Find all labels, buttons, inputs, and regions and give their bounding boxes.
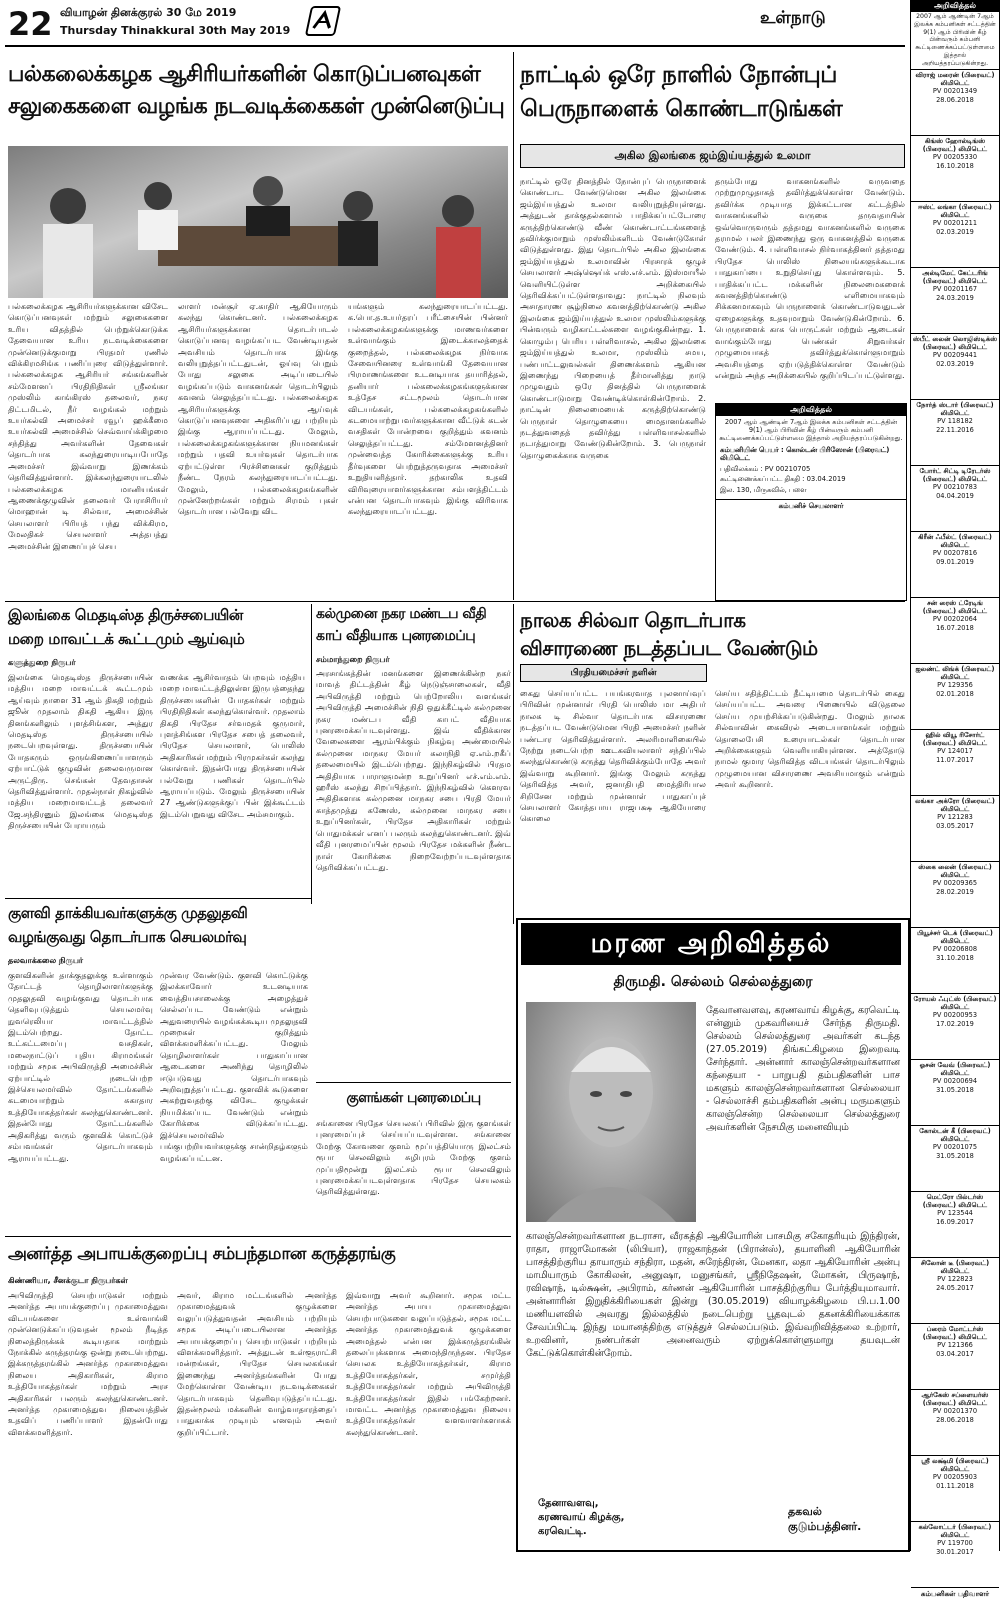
notice-entry-date: 09.01.2019	[936, 557, 974, 566]
notice-entry	[911, 862, 999, 928]
article1-headline-line2: சலுகைகளை வழங்க நடவடிக்கைகள் முன்னெடுப்பு	[8, 94, 505, 119]
notice-entry-reg: PV 119700	[937, 1539, 973, 1548]
notice-entry-date: 02.03.2019	[936, 359, 974, 368]
article4-col1: அரசாங்கத்தின் மனங்களை இணைக்கின்ற நகர் மாவத் திட்டத்தின் கீழ் நெடுஞ்சாலைகள், வீதி அபிவிருத்தி மற்றும் பெற்றோலிய வளங்கள் அபிவிருத்தி அமைச்சின் நிதி ஒதுக்கீட்டில் கல்முனை நகர மண்டப வீதி காபட் வீதியாக புனரமைக்கப்படவுள்ளது. இவ் வீதிக்கான வேலைகளை ஆரம்பிக்கும் நிகழ்வு அண்மையில் கல்முனை மாநகர மேயர் கலாநிதி ஏ.எம்.றகீப் தலைமையில் இடம்பெற்றது. இந்நிகழ்வில் பிரதம அதிதியாக பாராளுமன்ற உறுப்பினர் எச்.எம்.எம். ஹரீஸ் கலந்து சிறப்பித்தார். இந்நிகழ்வில் கௌரவ அதிதிகளாக கல்முனை மாநகர சபை பிரதி மேயர் காத்தமுத்து கணேஸ், கல்முனை மாநகர சபை உறுப்பினர்கள், பிரதேச அதிகாரிகள் மற்றும் பொதுமக்கள் எனப் பலரும் கலந்துகொண்டனர். இவ் வீதி புனரமைப்பின் மூலம் பிரதேச மக்களின் நீண்ட நாள் கோரிக்கை நிறைவேற்றப்படவுள்ளதாக தெரிவிக்கப்பட்டது.	[316, 668, 511, 872]
article1-col3: யங்களும் கலந்துரையாடப்பட்டது. க.பொ.த.உயர்தரப் பரீட்சையின் பின்னர் பல்கலைக்கழகங்களுக்கு மாணவர்களை உள்வாங்கும் இடைக்காலத்தைக் குறைத்தல், பல்கலைக்கழக நிர்வாக சேவையினரை உள்வாங்கி தேவையான பிரமாணங்களை உடனடியாக தயாரித்தல், தனியார் பல்கலைக்கழகங்களுக்கான உத்தேச சட்டமூலம் தொடர்பான விடயங்கள், பல்கலைக்கழகங்களில் கடமையாற்றுபவர்களுக்கான வீட்டுக் கடன் வசதிகள் போன்றவை குறித்தும் கவனம் செலுத்தப்பட்டது. சம்மேளனத்தினர் முன்வைத்த கோரிக்கைகளுக்கு உரிய தீர்வுகளை பெற்றுத்தருவதாக அமைச்சர் உறுதியளித்தார். தற்காலிக உதவி விரிவுரையாளர்களுக்கான சம்பளத்திட்டம் என்பன தொடர்பாகவும் இங்கு விரிவாக கலந்துரையாடப்பட்டது.	[348, 301, 508, 517]
article2-subhead: அகில இலங்கை ஜம்இய்யத்துல் உலமா	[520, 144, 905, 168]
article5-subhead: பிரதியமைச்சர் நளின்	[520, 664, 707, 682]
notice-mid-intro: 2007 ஆம் ஆண்டின் 7ஆம் இலக்க கம்பனிகள் சட்டத்தின் 9(1) ஆம் பிரிவின் கீழ் பின்வரும் கம்பனி கூட்டிணைக்கப்பட்டுள்ளமை இத்தால் அறியத்தரப்படுகின்றது.	[719, 418, 903, 443]
obituary-header: மரண அறிவித்தல்	[521, 923, 901, 965]
notice-entry-reg: PV 129356	[937, 681, 973, 690]
notice-entry	[911, 136, 999, 202]
obituary-col2: காலஞ்சென்றவர்களான நடராசா, வீரகத்தி ஆகியோரின் பாசமிகு சகோதரியும் இந்திரன், ராதா, ராஜாமோகன் (லிபியா), ராஜகாந்தன் (பிரான்ஸ்), தயாளினி ஆகியோரின் பாசத்திற்குரிய தாயாரும் சந்திரா, மதன், சுரேந்திரன், மேனகா, லதா ஆகியோரின் அன்பு மாமியாரும் கோகிலன், அனுஷா, மனுசங்கர், ஸ்ரீநிதேஷன், மோகன், பிருஷாந், ரவிஷாந், டில்க்ஷன், அபிராம், கர்ணன் ஆகியோரின் பாசத்திற்குரிய பேர்த்தியுமாவார். அன்னாரின் இறுதிக்கிரியைகள் இன்று (30.05.2019) வியாழக்கிழமை பி.ப.1.00 மணியளவில் அவரது இல்லத்தில் நடைபெற்று பூதவுடல் தகனக்கிரியைக்காக சேவப்பிட்டி இந்து மயானத்திற்கு எடுத்துச் செல்லப்படும். இவ்வறிவித்தலை உற்றார், உறவினர், நண்பர்கள் அனைவரும் ஏற்றுக்கொள்ளுமாறு தயவுடன் கேட்டுக்கொள்கின்றோம்.	[526, 1231, 900, 1359]
notice-strip-entries	[911, 70, 999, 1588]
notice-entry-reg: PV 00207816	[932, 549, 978, 558]
divider-h-a7	[316, 1082, 511, 1083]
notice-entry	[911, 466, 999, 532]
notice-mid-footer: கம்பனிச் செயலாளர்	[716, 499, 906, 511]
notice-entry-name: நோர்த் ஸ்டார் (பிரைவட்) லிமிடெட்	[916, 400, 994, 417]
article5-col2: செய்ய சதித்திட்டம் தீட்டியமை தொடர்பில் கைது செய்யப்பட்ட அவரை பிணையில் விடுதலை செய்ய முயற்சிக்கப்படுகின்றது. மேலும் நாலக சில்வாவின் கைவிரல் அடையாளங்கள் மற்றும் தொலைபேசி உரையாடல்கள் தொடர்பான அறிக்கைகளும் வெளியாகியுள்ளன. அத்தோடு நாமல் குமார தெரிவித்த விடயங்கள் தொடர்பிலும் முழுமையான விசாரணை அவசியமாகும் என்றும் அவர் கூறினார்.	[715, 688, 905, 790]
notice-entry-name: ரோயல் ஃபுட்ஸ் (பிரைவட்) லிமிடெட்	[913, 994, 997, 1011]
notice-entry-date: 02.03.2019	[936, 227, 974, 236]
notice-entry-reg: PV 00200694	[932, 1077, 978, 1086]
section-title: உள்நாடு	[760, 8, 826, 28]
notice-entry	[911, 334, 999, 400]
notice-entry-reg: PV 00209441	[932, 351, 978, 360]
obituary-address-2: கரணவாய் கிழக்கு,	[538, 1512, 625, 1523]
obituary-box	[516, 918, 910, 1552]
notice-entry	[911, 1192, 999, 1258]
divider-h-a3	[5, 898, 311, 899]
masthead	[0, 0, 1000, 48]
notice-entry-name: சிலோன் டீ (பிரைவட்) லிமிடெட்	[920, 1258, 990, 1275]
article8-headline: அனர்த்த அபாயக்குறைப்பு சம்பந்தமான கருத்தரங்கு	[8, 1244, 396, 1264]
divider-h-a8	[5, 1236, 511, 1237]
notice-entry	[911, 1126, 999, 1192]
article3-headline-line2: மறை மாவட்டக் கூட்டமும் ஆய்வும்	[8, 630, 245, 648]
notice-entry-name: ஸ்ரீ லக்ஷ்மி (பிரைவட்) லிமிடெட்	[921, 1456, 989, 1473]
notice-entry-name: கிங்ஸ் ஹோல்டிங்ஸ் (பிரைவட்) லிமிடெட்	[922, 136, 988, 153]
notice-entry	[911, 1324, 999, 1390]
notice-entry	[911, 664, 999, 730]
article8-col1: அபிவிருத்தி செயற்பாடுகள் மற்றும் அனர்த்த அபாயக்குறைப்பு முகாமைத்துவ விடயங்களை உள்வாங்கி முன்னெடுக்கப்படுவதன் மூலம் நீடித்த நிலைத்திருக்கக் கூடியதாக மாற்றும் நோக்கில் கருத்தரங்கு ஒன்று நடைபெற்றது. இக்கருத்தரங்கில் அனர்த்த முகாமைத்துவ நிலைய அதிகாரிகள், கிராம உத்தியோகத்தர்கள் மற்றும் அரச அதிகாரிகள் பலரும் கலந்துகொண்டனர். அனர்த்த முகாமைத்துவ நிலையத்தின் உதவிப் பணிப்பாளர் இதன்போது விளக்கமளித்தார்.	[8, 1290, 168, 1437]
divider-v-main	[513, 52, 514, 600]
notice-entry-date: 02.01.2018	[936, 689, 974, 698]
notice-entry-reg: PV 00205330	[932, 153, 978, 162]
notice-entry-reg: PV 00206808	[932, 945, 978, 954]
notice-entry-reg: PV 00201075	[932, 1143, 978, 1152]
notice-entry-name: கோல்டன் கீ (பிரைவட்) லிமிடெட்	[919, 1126, 991, 1143]
notice-entry-date: 16.07.2018	[936, 623, 974, 632]
article3-col2: வணக்க ஆசிர்வாதம் பெறவும் மத்திய மறை மாவட்டத்திலுள்ள இருபத்தைந்து திருச்சபைகளின் போதகர்கள் மற்றும் பிரதிநிதிகள் கலந்துகொள்வர். முதலாம் திகதி பிரதேச சர்வமதக் குருமார், புளத்சிங்கள பிரதேச சபைத் தலைவர், பிரதேச செயலாளர், பொலிஸ் அதிகாரிகள் மற்றும் பிரமுகர்கள் கலந்து கொள்வர். இதன்போது திருச்சபையின் பல்வேறு பணிகள் தொடர்பில் ஆராயப்படும். மேலும் திருச்சபையின் 27 ஆண்டுகளுக்குப் பின் இக்கூட்டம் இடம்பெறுவது விசேட அம்சமாகும்.	[160, 672, 305, 819]
notice-entry-name: போர்ட் சிட்டி டிரேடர்ஸ் (பிரைவட்) லிமிடெட்	[919, 466, 991, 483]
notice-entry	[911, 928, 999, 994]
article6-col1: குளவிகளின் தாக்குதலுக்கு உள்ளாகும் தோட்டத் தொழிலாளர்களுக்கு முதலுதவி வழங்குவது தொடர்பாக தெளிவுபடுத்தும் செயலமர்வு நுவரெலியா மாவட்டத்தில் இடம்பெற்றது. தோட்ட உட்கட்டமைப்பு வசதிகள், மலைநாட்டுப் புதிய கிராமங்கள் மற்றும் சமூக அபிவிருத்தி அமைச்சின் ஏற்பாட்டில் நடைபெற்ற இச்செயலமர்வில் தோட்டங்களில் கடமையாற்றும் சுகாதார உத்தியோகத்தர்கள் கலந்துகொண்டனர். இதன்போது தோட்டங்களில் அதிகரித்து வரும் குளவிக் கொட்டுச் சம்பவங்கள் தொடர்பாகவும் ஆராயப்பட்டது.	[8, 970, 153, 1163]
paper-english-date: Thursday Thinakkural 30th May 2019	[60, 24, 291, 37]
notice-entry	[911, 598, 999, 664]
notice-entry	[911, 1060, 999, 1126]
obituary-portrait	[526, 1002, 696, 1222]
article6-col2: முன்வர வேண்டும். குளவி கொட்டுக்கு இலக்காவோர் உடனடியாக வைத்தியசாலைக்கு அழைத்துச் செல்லப்பட வேண்டும் என்றும் அதுவரையில் வழங்கக்கூடிய முதலுதவி முறைகள் குறித்தும் விளக்கமளிக்கப்பட்டது. மேலும் தொழிலாளர்கள் பாதுகாப்பான ஆடைகளை அணிந்து தொழிலில் ஈடுபடுவது தொடர்பாகவும் அறிவுறுத்தப்பட்டது. குளவிக் கூடுகளை அகற்றுவதற்கு விசேட குழுக்கள் நியமிக்கப்பட வேண்டும் என்றும் கோரிக்கை விடுக்கப்பட்டது. இச்செயலமர்வில் பங்குபற்றியவர்களுக்கு சான்றிதழ்களும் வழங்கப்பட்டன.	[160, 970, 308, 1163]
article4-byline: சம்மாந்துறை நிருபர்	[316, 655, 390, 664]
article5-col1: கைது செய்யப்பட்ட பயங்கரவாத புலனாய்வுப் பிரிவின் முன்னாள் பிரதி பொலிஸ் மா அதிபர் நாலக டி சில்வா தொடர்பாக விசாரணை நடத்தப்பட வேண்டுமென பிரதி அமைச்சர் நளின் பண்டார தெரிவித்துள்ளார். அலரிமாளிகையில் நேற்று நடைபெற்ற ஊடகவியலாளர் சந்திப்பில் கலந்துகொண்டு கருத்து தெரிவிக்கும்போதே அவர் இவ்வாறு கூறினார். இங்கு மேலும் கருத்து தெரிவித்த அவர், ஜனாதிபதி மைத்திரிபால சிறிசேன மற்றும் முன்னாள் பாதுகாப்புச் செயலாளர் கோத்தபாய ராஜபக்ஷ ஆகியோரை கொலை	[520, 688, 706, 824]
notice-entry-date: 31.10.2018	[936, 953, 974, 962]
notice-box-mid	[715, 403, 907, 601]
notice-entry-reg: PV 123544	[937, 1209, 973, 1218]
notice-entry-date: 28.02.2019	[936, 887, 974, 896]
article1-col1: பல்கலைக்கழக ஆசிரியர்களுக்கான விசேட கொடுப்பனவுகள் மற்றும் சலுகைகளை உரிய விதத்தில் பெற்றுக்கொடுக்க தேவையான உரிய நடவடிக்கைகளை முன்னெடுக்குமாறு பிரதமர் ரணில் விக்கிரமசிங்க பணிப்புரை விடுத்துள்ளார். பல்கலைக்கழக ஆசிரியர் சங்கங்களின் சம்மேளனப் பிரதிநிதிகள் ஸ்ரீலங்கா முஸ்லிம் காங்கிரஸ் தலைவர், நகர திட்டமிடல், நீர் வழங்கல் மற்றும் உயர்கல்வி அமைச்சர் ரவூப் ஹக்கீமை உயர்கல்வி அமைச்சில் செவ்வாய்க்கிழமை சந்தித்து அவர்களின் தேவைகள் தொடர்பாக கலந்துரையாடியபோதே அமைச்சர் இவ்வாறு இணக்கம் தெரிவித்துள்ளார். இக்கலந்துரையாடலில் பல்கலைக்கழக மானியங்கள் ஆணைக்குழுவின் தலைவர் பேராசிரியர் மொஹான் டி சில்வா, அமைச்சின் செயலாளர் பிரியத் பந்து விக்கிரம, மேலதிகச் செயலாளர் அத்தபத்து அமைச்சின் இணைப்புச் செய	[8, 301, 168, 551]
notice-strip-intro: 2007 ஆம் ஆண்டின் 7ஆம் இலக்க கம்பனிகள் சட்டத்தின் 9(1) ஆம் பிரிவின் கீழ் பின்வரும் கம்பனி கூட்டிணைக்கப்பட்டுள்ளமை இத்தால் அறியத்தரப்படுகின்றது.	[911, 12, 999, 70]
article8-byline: கிண்ணியா, சீனக்குடா நிருபர்கள்	[8, 1276, 128, 1285]
notice-entry	[911, 1258, 999, 1324]
notice-entry-reg: PV 00210783	[932, 483, 978, 492]
notice-mid-entry-name: கம்பனியின் பெயர் : கொல்டன் பிரிஸோன் (பிரைவட்) லிமிடெட்	[720, 445, 890, 463]
notice-entry-name: ஆர்கேஸ் சப்ளையர்ஸ் (பிரைவட்) லிமிடெட்	[921, 1390, 989, 1407]
notice-entry-date: 01.11.2018	[936, 1481, 974, 1490]
article1-meeting-photo	[8, 146, 508, 298]
notice-entry-reg: PV 122823	[937, 1275, 973, 1284]
notice-entry-name: ஓசன் வேவ் (பிரைவட்) லிமிடெட்	[919, 1060, 991, 1077]
notice-entry	[911, 1522, 999, 1588]
notice-entry-date: 03.05.2017	[936, 821, 974, 830]
obituary-info-1: தகவல்	[788, 1505, 822, 1518]
notice-entry-date: 04.04.2019	[936, 491, 974, 500]
article2-headline-line1: நாட்டில் ஒரே நாளில் நோன்புப்	[520, 62, 837, 88]
notice-entry-name: ஹில் வியூ ரிசோர்ட் (பிரைவட்) லிமிடெட்	[922, 730, 988, 747]
article4-headline-line2: காப் வீதியாக புனரமைப்பு	[316, 628, 476, 644]
article5-headline-line1: நாலக சில்வா தொடர்பாக	[520, 608, 746, 632]
notice-mid-entry-reg: பதிவிலக்கம் : PV 00210705	[720, 464, 811, 473]
article6-headline-line1: குளவி தாக்கியவர்களுக்கு முதலுதவி	[8, 904, 248, 922]
article3-col1: இலங்கை மெதடிஸ்த திருச்சபையின் மத்திய மறை மாவட்டக் கூட்டமும் ஆய்வும் நாளை 31 ஆம் திகதி மற்றும் ஜூன் முதலாம் திகதி ஆகிய இரு தினங்களிலும் புளத்சிங்கள, அத்துர மெதடிஸ்த திருச்சபையில் நடைபெறவுள்ளது. திருச்சபையின் போதகரும் ஒருங்கிணைப்பாளரும் ஏற்பாட்டுக் குழுவின் தலைவருமான அருட்திரு. செங்கன் தேவதாசன் தெரிவித்துள்ளார். முதல்நாள் நிகழ்வில் மத்திய மறைமாவட்டத் தலைவர் ஜே.சந்திரனும் இலங்கை மெதடிஸ்த திருச்சபையின் பேராயரும்	[8, 672, 153, 831]
notice-entry-reg: PV 121283	[937, 813, 973, 822]
divider-h-row2	[5, 601, 905, 602]
paper-tamil-date: வியாழன் தினக்குரல் 30 மே 2019	[60, 6, 237, 19]
notice-entry-reg: PV 00205903	[932, 1473, 978, 1482]
notice-entry-date: 28.06.2018	[936, 1415, 974, 1424]
article2-headline-line2: பெருநாளைக் கொண்டாடுங்கள்	[520, 96, 843, 122]
notice-entry-name: விராஜ் மரைன் (பிரைவட்) லிமிடெட்	[915, 70, 995, 87]
notice-entry-name: அல்டிமேட் கேட்டரிங் (பிரைவட்) லிமிடெட்	[922, 268, 988, 285]
notice-strip-header: அறிவித்தல்	[911, 0, 999, 12]
notice-entry-reg: PV 00202064	[932, 615, 978, 624]
notice-entry-reg: PV 00201211	[932, 219, 978, 228]
notice-entry-reg: PV 00201167	[932, 285, 978, 294]
notice-entry-date: 24.05.2017	[936, 1283, 974, 1292]
masthead-rule	[5, 45, 905, 47]
notice-entry-name: லங்கா அக்ரோ (பிரைவட்) லிமிடெட்	[915, 796, 995, 813]
notice-entry-date: 11.07.2017	[936, 755, 974, 764]
notice-entry-reg: PV 00201370	[932, 1407, 978, 1416]
notice-entry-reg: PV 121366	[937, 1341, 973, 1350]
notice-entry-reg: PV 00209365	[932, 879, 978, 888]
notice-entry-date: 16.10.2018	[936, 161, 974, 170]
article2-col2: தரும்போது வாகனங்களில் வருவதை முற்றுமுழுதாகத் தவிர்த்துக்கொள்ள வேண்டும். தவிர்க்க முடியாத இக்கட்டான கட்டத்தில் வாகனங்களில் வருகை தருவதாயின் ஒவ்வொருவரும் தத்தமது வாகனங்களில் வருகை தராமல் பலர் இணைந்து ஒரு வாகனத்தில் வருகை வேண்டும். 4. பள்ளிவாசல் நிர்வாகத்தினர் தத்தமது பிரதேச பொலிஸ் நிலையங்களுக்கூடாக பாதுகாப்பை உறுதிசெய்து கொள்ளவும். 5. பாதிக்கப்பட்ட மக்களின் நிலைமைகளைக் கவனத்திற்கொண்டு எளிமையாகவும் சிக்கனமாகவும் பெருநாளைக் கொண்டாடுவதுடன் ஏழைகளுக்கு உதவுமாறும் வேண்டுகின்றோம். 6. பெருநாளைக் காக பொருட்கள் மற்றும் ஆடைகள் வாங்கும்போது பெண்கள் சிறுவர்கள் முழுமையாகத் தவிர்த்துக்கொள்ளுமாறும் அவசியத்தை ஏற்படுத்திக்கொள்ள வேண்டும் என்றும் அந்த அறிக்கையில் குறிப்பிடப்பட்டுள்ளது.	[715, 176, 905, 380]
notice-entry-name: பியூச்சர் டெக் (பிரைவட்) லிமிடெட்	[917, 928, 993, 945]
notice-entry-name: ஐலண்ட் லிங்க் (பிரைவட்) லிமிடெட்	[915, 664, 995, 681]
notice-entry	[911, 400, 999, 466]
article4-headline-line1: கல்முனை நகர மண்டப வீதி	[316, 606, 487, 622]
notice-entry	[911, 1390, 999, 1456]
notice-entry-name: ஸ்கை லைன் (பிரைவட்) லிமிடெட்	[918, 862, 992, 879]
article1-col2: லாளர் மன்சூர் ஏ.காதிர் ஆகியோரும் கலந்து கொண்டனர். பல்கலைக்கழக ஆசிரியர்களுக்கான தொடர்பாடல் கொடுப்பனவு வழங்கப்பட வேண்டியதன் அவசியம் தொடர்பாக இங்கு வலியுறுத்தப்பட்டதுடன், ஓய்வு பெறும் போது சலுகை அடிப்படையில் வழங்கப்படும் வாகனங்கள் தொடர்பிலும் கவனம் செலுத்தப்பட்டது. பல்கலைக்கழக ஆசிரியர்களுக்கு ஆய்வுக் கொடுப்பனவுகளை அதிகரிப்பது பற்றியும் இங்கு ஆராயப்பட்டது. மேலும், பல்கலைக்கழகங்களுக்கான நியமனங்கள் மற்றும் பதவி உயர்வுகள் தொடர்பாக ஏற்பட்டுள்ள பிரச்சினைகள் குறித்தும் நீண்ட நேரம் கலந்துரையாடப்பட்டது. மேலும், பல்கலைக்கழகங்களின் முன்னேற்றங்கள் மற்றும் சிரமம் புகள் தொடர்பான பல்வேறு விட	[178, 301, 338, 517]
notice-mid-entry-address: இல. 130, மிருகவில், பளை	[720, 485, 807, 494]
portrait-icon	[526, 1002, 696, 1222]
thinakkural-logo-icon	[305, 6, 341, 36]
notice-entry-date: 22.11.2016	[936, 425, 974, 434]
article8-col2: அவர், கிராம மட்டங்களில் அனர்த்த முகாமைத்துவக் குழுக்களை வலுப்படுத்துவதன் அவசியம் பற்றியும் சமூக அடிப்படையிலான அனர்த்த அபாயக்குறைப்பு செயற்பாடுகள் பற்றியும் விளக்கமளித்தார். அத்துடன் உள்ளூராட்சி மன்றங்கள், பிரதேச செயலகங்கள் இணைந்து அனர்த்தங்களின் போது மேற்கொள்ள வேண்டிய நடவடிக்கைகள் தொடர்பாகவும் தெளிவுபடுத்தப்பட்டது. இதன்மூலம் மக்களின் வாழ்வாதாரத்தைப் பாதுகாக்க முடியும் எனவும் அவர் குறிப்பிட்டார்.	[177, 1290, 337, 1437]
notice-entry-name: கல்லோட்டர் (பிரைவட்) லிமிடெட்	[918, 1522, 992, 1539]
notice-entry-date: 31.05.2018	[936, 1085, 974, 1094]
notice-entry-reg: PV 00200953	[932, 1011, 978, 1020]
notice-entry	[911, 730, 999, 796]
obituary-address-1: தேனாவளவு,	[538, 1498, 599, 1509]
meeting-photo-icon	[8, 146, 508, 298]
article2-col1: நாட்டில் ஒரே தினத்தில் நோன்புப் பெருநாளைக் கொண்டாட வேண்டுமென அகில இலங்கை ஜம்இய்யத்துல் உலமா வலியுறுத்தியுள்ளது. அத்துடன் தாக்குதல்களால் பாதிக்கப்பட்டோரை கருத்திற்கொண்டு வீண் கொண்டாட்டங்களைத் தவிர்க்குமாறும் முஸ்லிம்களிடம் வேண்டுகோள் விடுத்துள்ளது. இது தொடர்பில் அகில இலங்கை ஜம்இய்யத்துல் உலமாவின் பிரசாரக் குழுச் செயலாளர் அஷ்ஷெய்க் எஸ்.எச்.எம். இஸ்மாயீல் வெளியிட்டுள்ள அறிக்கையில் தெரிவிக்கப்பட்டுள்ளதாவது: நாட்டில் நிலவும் அசாதாரண சூழ்நிலை கவனத்திற்கொண்டு அகில இலங்கை ஜம்இய்யத்துல் உலமா முஸ்லிம்களுக்கு பின்வரும் வழிகாட்டல்களை வழங்குகின்றது. 1. கொழும்பு பெரிய பள்ளிவாசல், அகில இலங்கை ஜம்இய்யத்துல் உலமா, முஸ்லிம் சமய, பண்பாட்டலுவல்கள் திணைக்களம் ஆகியன இணைந்து பிறையைத் தீர்மானித்து நாடு முழுவதும் ஒரே தினத்தில் பெருநாளைக் கொண்டாடுமாறு வேண்டிக்கொள்கின்றோம். 2. நாட்டின் நிலைமையைக் கருத்திற்கொண்டு பெருநாள் தொழுகையை மைதானங்களில் நடத்துவதைத் தவிர்த்து பள்ளிவாசல்களில் நடாத்துமாறு வேண்டுகின்றோம். 3. பெருநாள் தொழுகைக்காக வருகை	[520, 176, 706, 460]
notice-entry-reg: PV 00201349	[932, 87, 978, 96]
obituary-col1: தேவானவளவு, கரணவாய் கிழக்கு, கரவெட்டி என்னும் முகவரியைச் சேர்ந்த திருமதி. செல்லம் செல்லத்துரை அவர்கள் கடந்த (27.05.2019) திங்கட்கிழமை இறைவடி சேர்ந்தார். அன்னார் காலஞ்சென்றவர்களான கந்தையா - பாறுபதி தம்பதிகளின் பாச மகளும் காலஞ்சென்றவர்களான செல்லையா - செல்லாச்சி தம்பதிகளின் அன்பு மருமகளும் காலஞ்சென்ற செல்லையா செல்லத்துரை அவர்களின் நேசமிகு மனைவியும்	[706, 1005, 900, 1133]
notice-entry-name: ஸ்பீட் லைன் லொஜிஸ்டிக்ஸ் (பிரைவட்) லிமிடெட்	[912, 334, 998, 351]
notice-entry-name: கிரீன் ஃபீல்ட் (பிரைவட்) லிமிடெட்	[918, 532, 992, 549]
notice-entry-name: ப்ரைம் மோட்டர்ஸ் (பிரைவட்) லிமிடெட்	[922, 1324, 988, 1341]
notice-entry-date: 24.03.2019	[936, 293, 974, 302]
notice-entry	[911, 268, 999, 334]
notice-entry-date: 31.05.2018	[936, 1151, 974, 1160]
obituary-name: திருமதி. செல்லம் செல்லத்துரை	[613, 974, 813, 990]
article1-headline-line1: பல்கலைக்கழக ஆசிரியர்களின் கொடுப்பனவுகள்	[8, 62, 481, 87]
obituary-info-2: குடும்பத்தினர்.	[788, 1520, 862, 1533]
article3-headline-line1: இலங்கை மெதடிஸ்த திருச்சபையின்	[8, 606, 243, 624]
notice-mid-entry-date: கூட்டிணைக்கப்பட்ட திகதி : 03.04.2019	[720, 475, 846, 484]
article3-byline: களுத்துறை நிருபர்	[8, 658, 76, 667]
notice-entry	[911, 994, 999, 1060]
notice-entry-date: 28.06.2018	[936, 95, 974, 104]
divider-v-a3	[311, 604, 312, 904]
page-number: 22	[8, 5, 53, 43]
article7-col1: சங்கானை பிரதேச செயலகப் பிரிவில் இரு குளங்கள் புனரமைப்புச் செய்யப்படவுள்ளன. சங்கானை மேற்கு கோவளை குளம் மூப்பத்தியொரு இலட்சம் ரூபா செலவிலும் சுழிபுரம் மேற்கு குளம் முப்பதிமூன்று இலட்சம் ரூபா செலவிலும் புனரமைக்கப்படவுள்ளதாக பிரதேச செயலகம் தெரிவித்துள்ளது.	[316, 1118, 511, 1197]
article8-col3: இவ்வாறு அவர் கூறினார். சமூக மட்ட அனர்த்த அபாய முகாமைத்துவ செயற்பாடுகளை வலுப்படுத்தல், சமூக மட்ட அனர்த்த முகாமைத்துவக் குழுக்களை அமைத்தல் என்பன இக்கருத்தரங்கின் தலைப்புக்களாக அமைந்திருந்தன. பிரதேச செயலக உத்தியோகத்தர்கள், கிராம உத்தியோகத்தர்கள், சமுர்த்தி உத்தியோகத்தர்கள் மற்றும் அபிவிருத்தி உத்தியோகத்தர்கள் இதில் பங்கேற்றனர். மாவட்ட அனர்த்த முகாமைத்துவ நிலைய உத்தியோகத்தர்கள் வளவாளர்களாகக் கலந்துகொண்டனர்.	[346, 1290, 511, 1437]
notice-entry-reg: PV 118182	[937, 417, 973, 426]
notice-box-mid2	[910, 1440, 998, 1441]
notice-entry-date: 03.04.2017	[936, 1349, 974, 1358]
article5-headline-line2: விசாரணை நடத்தப்பட வேண்டும்	[520, 636, 818, 660]
obituary-address-3: கரவெட்டி.	[538, 1526, 587, 1537]
article7-headline: குளங்கள் புனரமைப்பு	[346, 1090, 481, 1106]
divider-v-a4	[513, 604, 514, 924]
notice-strip-footer: கம்பனிகள் பதிவாளர்	[920, 1589, 990, 1598]
notice-entry	[911, 1456, 999, 1522]
notice-strip	[910, 0, 1000, 1598]
notice-entry-date: 17.02.2019	[936, 1019, 974, 1028]
article6-headline-line2: வழங்குவது தொடர்பாக செயலமர்வு	[8, 928, 247, 946]
notice-entry-date: 30.01.2017	[936, 1547, 974, 1556]
notice-entry-reg: PV 124017	[937, 747, 973, 756]
notice-entry	[911, 70, 999, 136]
article6-byline: தலவாக்கலை நிருபர்	[8, 956, 84, 965]
notice-mid-header: அறிவித்தல்	[716, 404, 906, 416]
notice-entry-name: ஈஸ்ட் லங்கா (பிரைவட்) லிமிடெட்	[918, 202, 992, 219]
notice-entry	[911, 202, 999, 268]
notice-entry	[911, 532, 999, 598]
notice-entry	[911, 796, 999, 862]
notice-entry-name: மெட்ரோ பில்டர்ஸ் (பிரைவட்) லிமிடெட்	[922, 1192, 988, 1209]
notice-entry-date: 16.09.2017	[936, 1217, 974, 1226]
notice-entry-name: சன் ரைஸ் ட்ரேடிங் (பிரைவட்) லிமிடெட்	[922, 598, 988, 615]
